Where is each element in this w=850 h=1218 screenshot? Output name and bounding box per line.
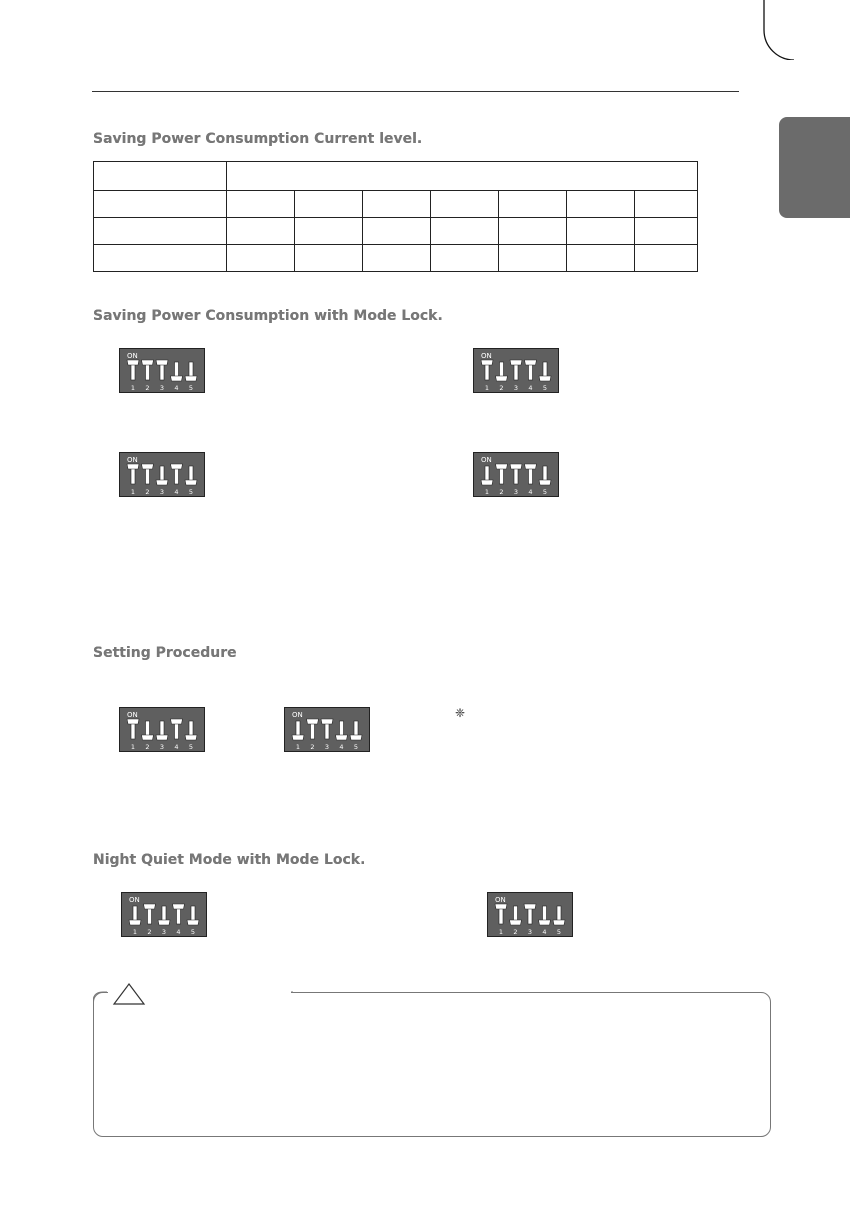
table-cell bbox=[94, 162, 227, 191]
dip-saving-lock-d bbox=[473, 452, 559, 497]
table-cell bbox=[94, 191, 227, 218]
section-heading-saving-mode-lock: Saving Power Consumption with Mode Lock. bbox=[93, 308, 443, 324]
dip-number-1: 1 bbox=[130, 384, 136, 392]
table-cell bbox=[635, 218, 698, 245]
dip-switch-graphic bbox=[284, 707, 370, 752]
caution-box bbox=[93, 992, 771, 1137]
section-heading-setting-procedure: Setting Procedure bbox=[93, 645, 237, 661]
dip-number-4: 4 bbox=[542, 928, 547, 936]
dip-number-3: 3 bbox=[159, 488, 165, 496]
table-row bbox=[94, 162, 698, 191]
table-cell bbox=[431, 218, 499, 245]
dip-on-label: ON bbox=[127, 352, 138, 360]
table-row bbox=[94, 191, 698, 218]
dip-number-2: 2 bbox=[145, 488, 150, 496]
dip-number-5: 5 bbox=[542, 488, 548, 496]
dip-number-3: 3 bbox=[513, 488, 519, 496]
table-cell bbox=[295, 245, 363, 272]
table-cell bbox=[431, 245, 499, 272]
dip-number-1: 1 bbox=[132, 928, 138, 936]
dip-switch-graphic bbox=[119, 452, 205, 497]
table-cell bbox=[567, 245, 635, 272]
dip-switch-graphic bbox=[487, 892, 573, 937]
dip-number-3: 3 bbox=[324, 743, 330, 751]
dip-number-1: 1 bbox=[130, 743, 136, 751]
dip-switch-graphic bbox=[121, 892, 207, 937]
table-cell bbox=[227, 218, 295, 245]
dip-on-label: ON bbox=[495, 896, 506, 904]
table-cell bbox=[567, 218, 635, 245]
dip-setting-b bbox=[284, 707, 370, 752]
dip-on-label: ON bbox=[127, 711, 138, 719]
dip-number-4: 4 bbox=[528, 488, 533, 496]
table-cell bbox=[227, 245, 295, 272]
table-cell bbox=[363, 218, 431, 245]
dip-setting-a bbox=[119, 707, 205, 752]
dip-switch-graphic bbox=[119, 707, 205, 752]
header-rule bbox=[92, 91, 739, 92]
dip-number-2: 2 bbox=[147, 928, 152, 936]
section-heading-night-quiet: Night Quiet Mode with Mode Lock. bbox=[93, 852, 366, 868]
dip-switch-graphic bbox=[473, 452, 559, 497]
dip-number-4: 4 bbox=[339, 743, 344, 751]
table-cell bbox=[295, 218, 363, 245]
dip-number-5: 5 bbox=[188, 743, 194, 751]
table-cell bbox=[94, 218, 227, 245]
dip-number-2: 2 bbox=[310, 743, 315, 751]
table-cell bbox=[363, 191, 431, 218]
dip-number-3: 3 bbox=[527, 928, 533, 936]
table-cell bbox=[499, 218, 567, 245]
saving-levels-table bbox=[93, 161, 698, 272]
table-cell bbox=[94, 245, 227, 272]
dip-number-2: 2 bbox=[499, 384, 504, 392]
chapter-tab bbox=[779, 117, 850, 218]
table-cell bbox=[635, 245, 698, 272]
dip-number-5: 5 bbox=[542, 384, 548, 392]
table-cell bbox=[635, 191, 698, 218]
dip-switch-graphic bbox=[473, 348, 559, 393]
dip-night-b bbox=[487, 892, 573, 937]
dip-number-5: 5 bbox=[353, 743, 359, 751]
dip-number-1: 1 bbox=[498, 928, 504, 936]
dip-number-5: 5 bbox=[190, 928, 196, 936]
dip-number-4: 4 bbox=[174, 488, 179, 496]
crop-mark bbox=[0, 0, 850, 60]
table-cell bbox=[295, 191, 363, 218]
dip-number-4: 4 bbox=[174, 743, 179, 751]
table-cell bbox=[567, 191, 635, 218]
table-cell bbox=[363, 245, 431, 272]
star-note-icon: ❈ bbox=[455, 706, 466, 720]
dip-number-4: 4 bbox=[528, 384, 533, 392]
dip-number-2: 2 bbox=[499, 488, 504, 496]
dip-number-3: 3 bbox=[161, 928, 167, 936]
dip-number-5: 5 bbox=[556, 928, 562, 936]
dip-saving-lock-a bbox=[119, 348, 205, 393]
dip-number-5: 5 bbox=[188, 488, 194, 496]
table-cell bbox=[499, 245, 567, 272]
dip-number-1: 1 bbox=[484, 384, 490, 392]
dip-number-3: 3 bbox=[513, 384, 519, 392]
warning-triangle-icon bbox=[112, 982, 146, 1006]
dip-number-4: 4 bbox=[174, 384, 179, 392]
dip-night-a bbox=[121, 892, 207, 937]
table-cell bbox=[227, 162, 698, 191]
dip-number-1: 1 bbox=[130, 488, 136, 496]
dip-number-2: 2 bbox=[513, 928, 518, 936]
dip-number-4: 4 bbox=[176, 928, 181, 936]
table-row bbox=[94, 245, 698, 272]
dip-number-3: 3 bbox=[159, 743, 165, 751]
dip-number-1: 1 bbox=[295, 743, 301, 751]
dip-number-2: 2 bbox=[145, 743, 150, 751]
dip-number-1: 1 bbox=[484, 488, 490, 496]
table-cell bbox=[499, 191, 567, 218]
dip-saving-lock-b bbox=[473, 348, 559, 393]
dip-number-5: 5 bbox=[188, 384, 194, 392]
table-cell bbox=[227, 191, 295, 218]
dip-on-label: ON bbox=[292, 711, 303, 719]
table-row bbox=[94, 218, 698, 245]
dip-number-3: 3 bbox=[159, 384, 165, 392]
dip-saving-lock-c bbox=[119, 452, 205, 497]
dip-switch-graphic bbox=[119, 348, 205, 393]
dip-number-2: 2 bbox=[145, 384, 150, 392]
dip-on-label: ON bbox=[127, 456, 138, 464]
table-cell bbox=[431, 191, 499, 218]
dip-on-label: ON bbox=[481, 352, 492, 360]
dip-on-label: ON bbox=[129, 896, 140, 904]
dip-on-label: ON bbox=[481, 456, 492, 464]
section-heading-saving-current: Saving Power Consumption Current level. bbox=[93, 131, 423, 147]
